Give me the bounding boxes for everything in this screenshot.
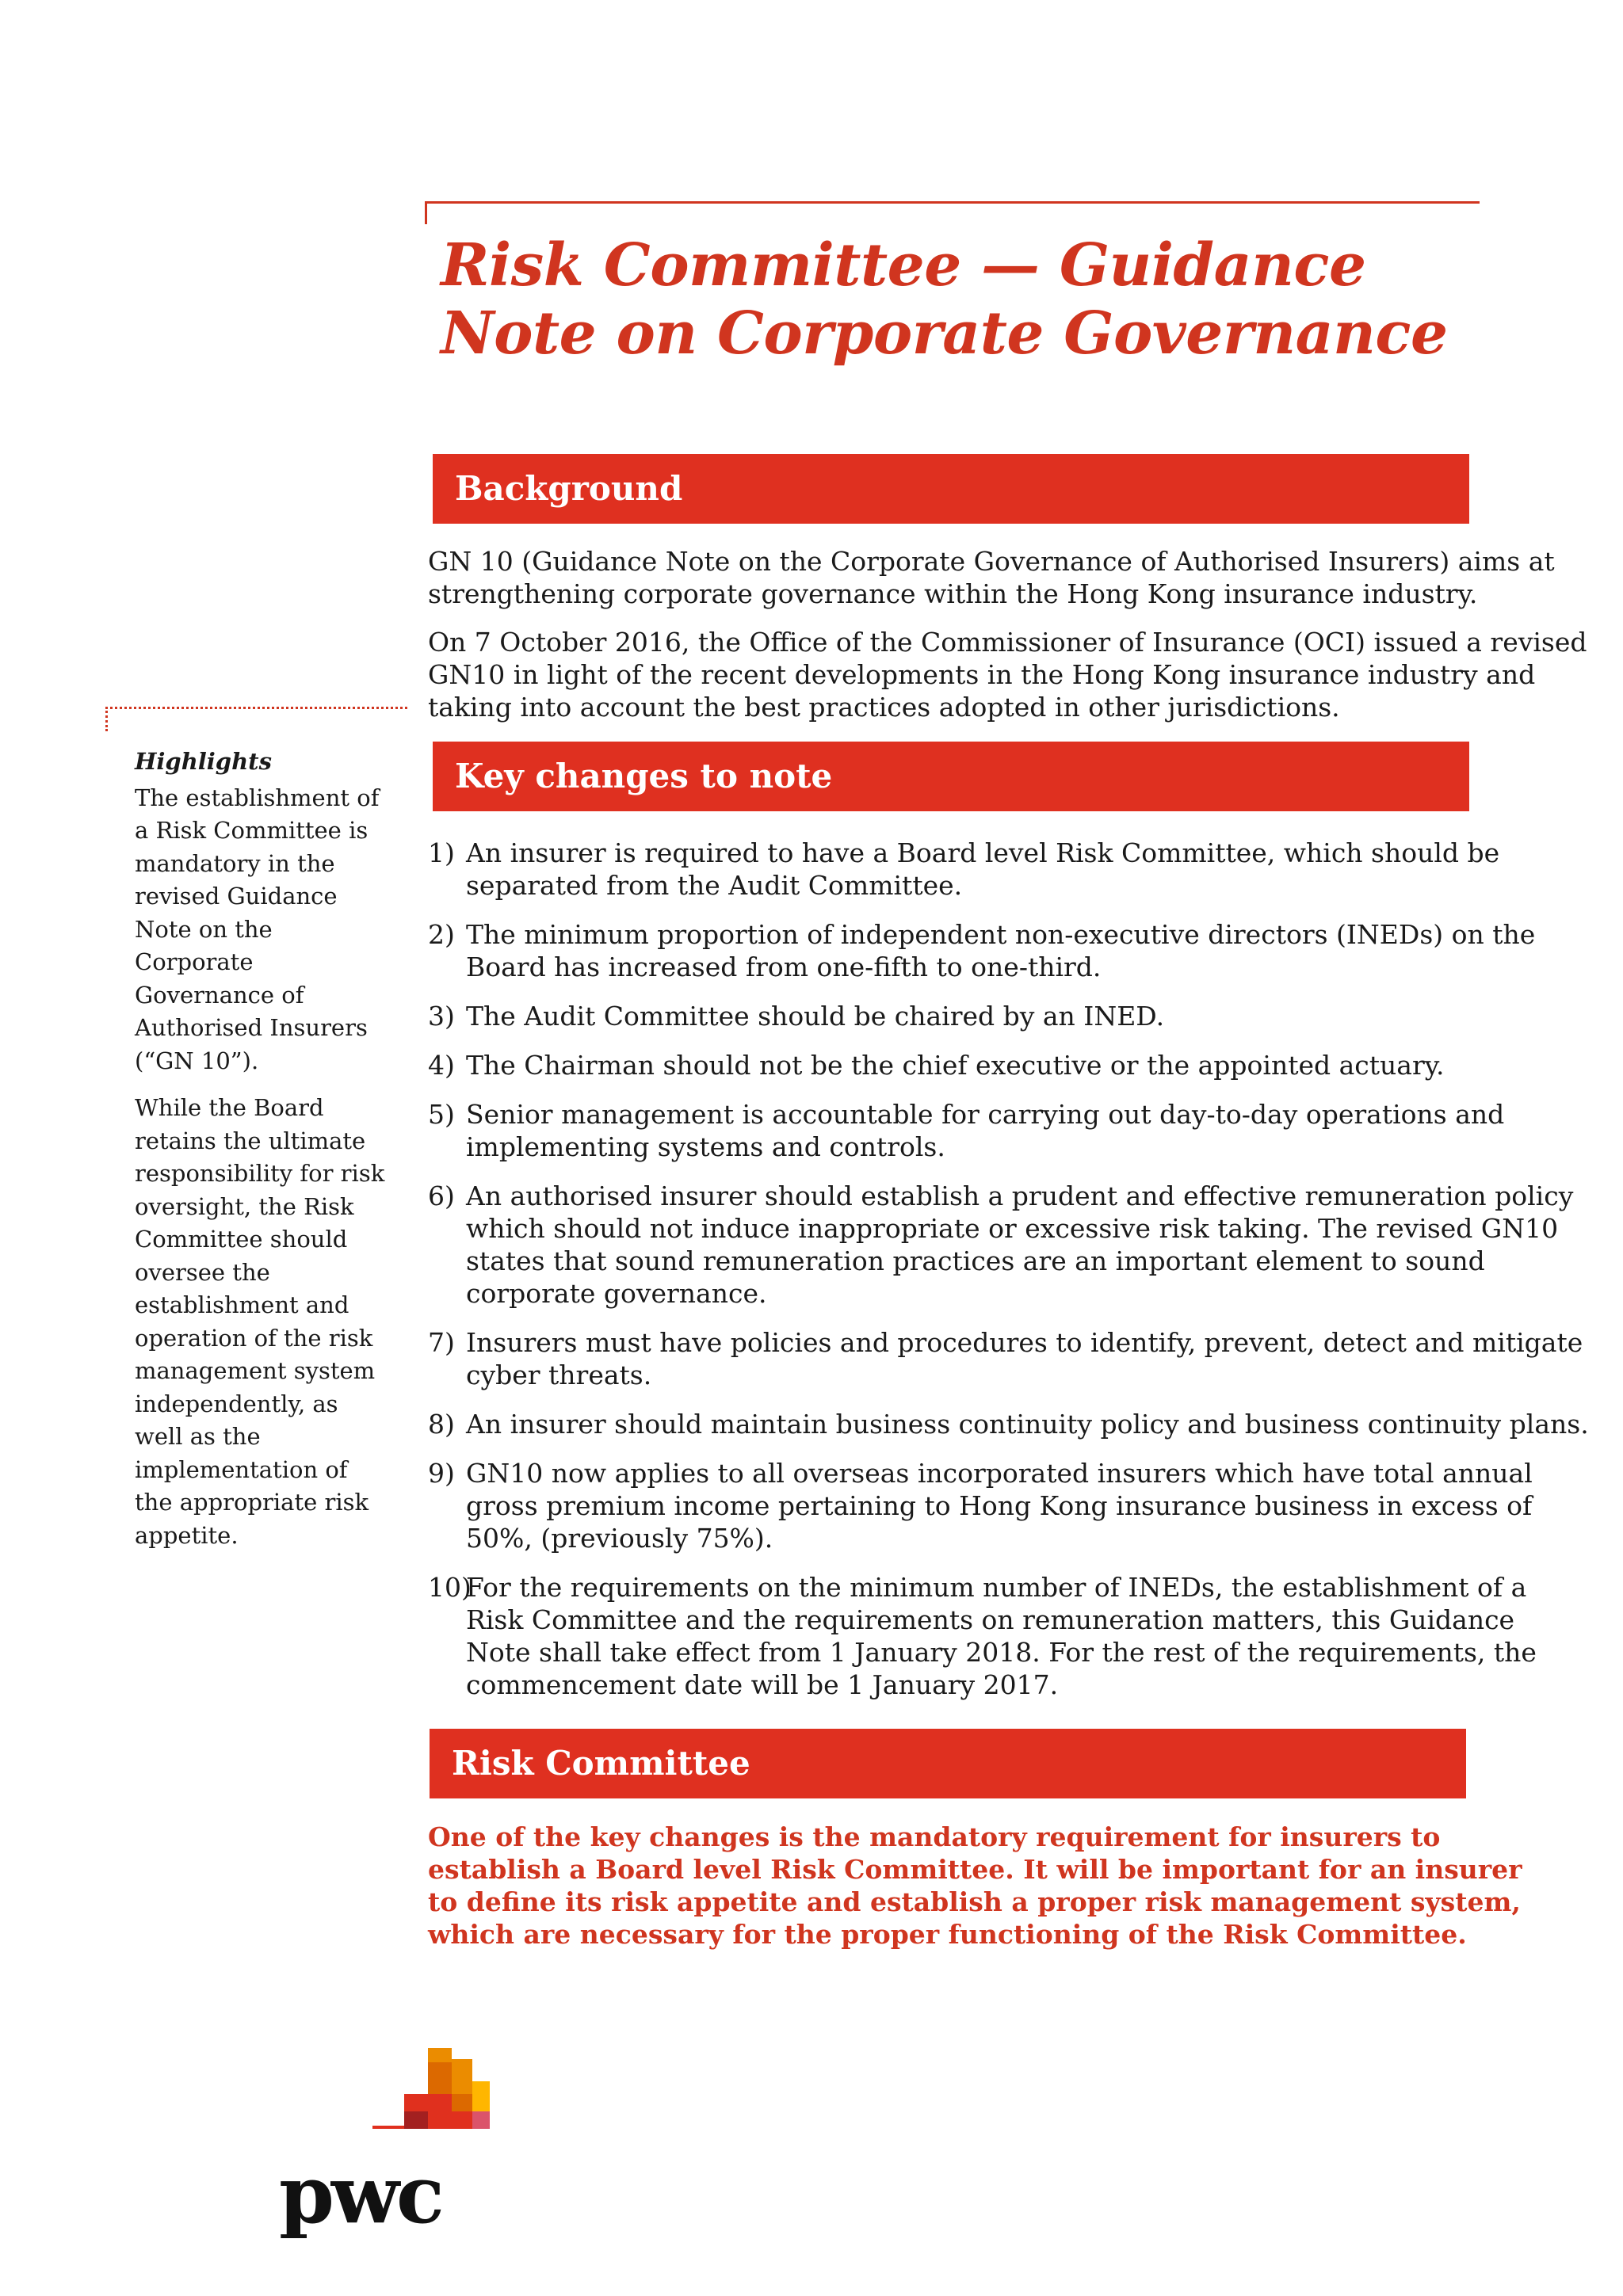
key-changes-header: Key changes to note (433, 742, 1469, 811)
text-line: appetite. (135, 1521, 239, 1549)
text-line: oversee the (135, 1258, 270, 1286)
highlights-sidebar (135, 746, 396, 1566)
text-line: management system (135, 1357, 376, 1384)
highlights-divider (105, 707, 407, 731)
title-line-1: Risk Committee — Guidance (441, 231, 1366, 299)
text-line: One of the key changes is the mandatory requirement for insurers to (428, 1821, 1441, 1852)
text-line: While the Board (135, 1094, 324, 1121)
list-item-number: 8) (428, 1409, 455, 1440)
text-line: revised Guidance (135, 883, 338, 910)
list-item-number: 1) (428, 837, 455, 868)
text-line: An insurer is required to have a Board level Risk Committee, which should be (466, 837, 1500, 868)
text-line: Board has increased from one-fifth to one-third. (466, 952, 1102, 982)
list-item (428, 1180, 1574, 1310)
text-line: gross premium income pertaining to Hong Kong insurance business in excess of (466, 1490, 1533, 1521)
logo-block (428, 2048, 452, 2062)
text-line: Note shall take effect from 1 January 2018. For the rest of the requirements, the (466, 1637, 1537, 1668)
text-line: establishment and (135, 1291, 349, 1318)
background-body (428, 545, 1587, 739)
list-item (428, 1049, 1490, 1081)
text-line: Committee should (135, 1226, 348, 1253)
text-line: establish a Board level Risk Committee. It will be important for an insurer (428, 1854, 1522, 1885)
logo-block (428, 2062, 452, 2078)
text-line: a Risk Committee is (135, 817, 369, 844)
text-line: GN 10 (Guidance Note on the Corporate Governance of Authorised Insurers) aims at (428, 546, 1555, 577)
text-line: Governance of (135, 981, 304, 1009)
text-line: separated from the Audit Committee. (466, 870, 963, 901)
text-line: Insurers must have policies and procedures to identify, prevent, detect and mitigate (466, 1327, 1583, 1358)
text-line: Corporate (135, 948, 254, 975)
text-line: to define its risk appetite and establish a proper risk management system, (428, 1886, 1521, 1917)
text-line: Senior management is accountable for carrying out day-to-day operations and (466, 1099, 1505, 1130)
logo-block (452, 2094, 472, 2111)
background-paragraph-1 (428, 545, 1555, 610)
title-frame-line (425, 201, 1480, 224)
page-title (441, 231, 1487, 368)
logo-block (452, 2078, 472, 2094)
list-item (428, 1326, 1583, 1391)
logo-block (472, 2094, 490, 2111)
logo-block (428, 2078, 452, 2094)
risk-committee-statement (428, 1821, 1522, 1951)
text-line: 50%, (previously 75%). (466, 1523, 773, 1554)
list-item (428, 837, 1500, 902)
title-line-2: Note on Corporate Governance (441, 299, 1448, 368)
text-line: implementing systems and controls. (466, 1131, 945, 1162)
text-line: which should not induce inappropriate or excessive risk taking. The revised GN10 (466, 1213, 1559, 1244)
text-line: commencement date will be 1 January 2017. (466, 1669, 1059, 1700)
text-line: oversight, the Risk (135, 1192, 354, 1220)
text-line: GN10 in light of the recent developments in the Hong Kong insurance industry and (428, 659, 1536, 690)
risk-committee-header: Risk Committee (430, 1729, 1466, 1798)
text-line: responsibility for risk (135, 1160, 385, 1187)
text-line: taking into account the best practices adopted in other jurisdictions. (428, 692, 1340, 723)
key-changes-list (428, 837, 1589, 1718)
text-line: The Audit Committee should be chaired by an INED. (466, 1001, 1165, 1032)
text-line: well as the (135, 1423, 261, 1450)
highlights-paragraph-1 (135, 782, 396, 1078)
text-line: strengthening corporate governance within the Hong Kong insurance industry. (428, 578, 1478, 609)
text-line: cyber threats. (466, 1360, 652, 1390)
logo-block (428, 2111, 452, 2129)
logo-block (404, 2111, 428, 2129)
logo-block (472, 2081, 490, 2094)
list-item (428, 1457, 1533, 1554)
text-line: An insurer should maintain business continuity policy and business continuity plans. (466, 1409, 1589, 1440)
list-item-number: 7) (428, 1327, 455, 1358)
logo-block (452, 2111, 472, 2129)
text-line: implementation of (135, 1455, 348, 1483)
text-line: independently, as (135, 1390, 338, 1417)
text-line: corporate governance. (466, 1278, 767, 1309)
list-item-number: 2) (428, 919, 455, 950)
background-paragraph-2 (428, 626, 1587, 723)
text-line: Note on the (135, 915, 273, 943)
logo-bar (372, 2126, 404, 2129)
list-item (428, 1000, 1490, 1032)
list-item (428, 1098, 1505, 1163)
list-item (428, 918, 1536, 983)
list-item (428, 1571, 1537, 1701)
list-item (428, 1408, 1589, 1440)
text-line: The Chairman should not be the chief executive or the appointed actuary. (466, 1050, 1445, 1081)
text-line: GN10 now applies to all overseas incorporated insurers which have total annual (466, 1458, 1533, 1489)
text-line: On 7 October 2016, the Office of the Commissioner of Insurance (OCI) issued a revised (428, 627, 1587, 658)
highlights-title: Highlights (135, 748, 272, 775)
text-line: Risk Committee and the requirements on remuneration matters, this Guidance (466, 1604, 1515, 1635)
text-line: retains the ultimate (135, 1127, 366, 1154)
logo-blocks (372, 2048, 490, 2129)
text-line: For the requirements on the minimum number of INEDs, the establishment of a (466, 1572, 1527, 1603)
logo-block (428, 2094, 452, 2111)
text-line: states that sound remuneration practices are an important element to sound (466, 1245, 1485, 1276)
text-line: the appropriate risk (135, 1489, 369, 1516)
list-item-number: 6) (428, 1180, 455, 1211)
list-item-number: 9) (428, 1458, 455, 1489)
text-line: The establishment of (135, 784, 380, 811)
text-line: (“GN 10”). (135, 1047, 259, 1074)
list-item-number: 5) (428, 1099, 455, 1130)
text-line: mandatory in the (135, 849, 335, 877)
list-item-number: 10) (428, 1572, 472, 1603)
text-line: An authorised insurer should establish a prudent and effective remuneration policy (466, 1180, 1574, 1211)
logo-block (472, 2111, 490, 2129)
text-line: operation of the risk (135, 1324, 373, 1352)
pwc-wordmark: pwc (279, 2148, 441, 2238)
list-item-number: 3) (428, 1001, 455, 1032)
text-line: which are necessary for the proper functioning of the Risk Committee. (428, 1919, 1467, 1950)
logo-block (452, 2059, 472, 2078)
pwc-logo (277, 2048, 531, 2238)
logo-block (404, 2094, 428, 2111)
text-line: Authorised Insurers (135, 1014, 368, 1041)
text-line: The minimum proportion of independent non-executive directors (INEDs) on the (466, 919, 1536, 950)
list-item-number: 4) (428, 1050, 455, 1081)
highlights-paragraph-2 (135, 1092, 396, 1552)
background-header: Background (433, 454, 1469, 524)
